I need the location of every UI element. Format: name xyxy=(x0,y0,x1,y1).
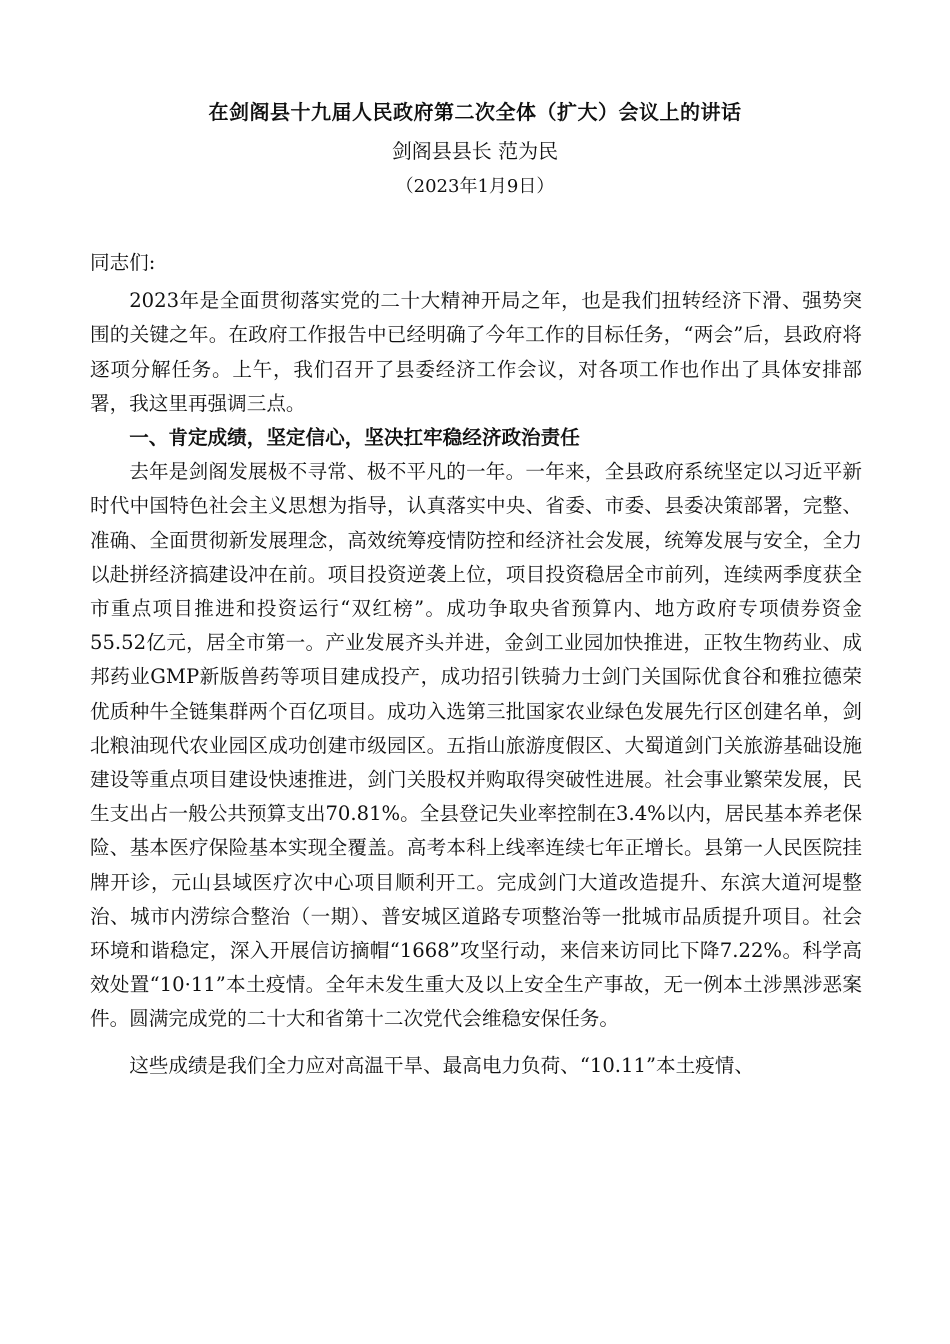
body-paragraph-1: 去年是剑阁发展极不寻常、极不平凡的一年。一年来，全县政府系统坚定以习近平新时代中国特色社会主义思想为指导，认真落实中央、省委、市委、县委决策部署，完整、准确、全面贯彻新发展理念，高效统筹疫情防控和经济社会发展，统筹发展与安全，全力以赴拼经济搞建设冲在前。项目投资逆袭上位，项目投资稳居全市前列，连续两季度获全市重点项目推进和投资运行“双红榜”。成功争取央省预算内、地方政府专项债券资金55.52亿元，居全市第一。产业发展齐头并进，金剑工业园加快推进，正牧生物药业、成邦药业GMP新版兽药等项目建成投产，成功招引铁骑力士剑门关国际优食谷和雅拉德荣优质种牛全链集群两个百亿项目。成功入选第三批国家农业绿色发展先行区创建名单，剑北粮油现代农业园区成功创建市级园区。五指山旅游度假区、大蜀道剑门关旅游基础设施建设等重点项目建设快速推进，剑门关股权并购取得突破性进展。社会事业繁荣发展，民生支出占一般公共预算支出70.81%。全县登记失业率控制在3.4%以内，居民基本养老保险、基本医疗保险基本实现全覆盖。高考本科上线率连续七年正增长。县第一人民医院挂牌开诊，元山县域医疗次中心项目顺利开工。完成剑门大道改造提升、东滨大道河堤整治、城市内涝综合整治（一期）、普安城区道路专项整治等一批城市品质提升项目。社会环境和谐稳定，深入开展信访摘帽“1668”攻坚行动，来信来访同比下降7.22%。科学高效处置“10·11”本土疫情。全年未发生重大及以上安全生产事故，无一例本土涉黑涉恶案件。圆满完成党的二十大和省第十二次党代会维稳安保任务。 xyxy=(90,460,862,1031)
speech-title: 在剑阁县十九届人民政府第二次全体（扩大）会议上的讲话 xyxy=(208,100,742,124)
speech-body xyxy=(90,246,862,1083)
body-paragraph-2: 这些成绩是我们全力应对高温干旱、最高电力负荷、“10.11”本土疫情、 xyxy=(129,1053,754,1077)
speech-author: 剑阁县县长 范为民 xyxy=(391,139,559,163)
intro-paragraph: 2023年是全面贯彻落实党的二十大精神开局之年，也是我们扭转经济下滑、强势突围的关键之年。在政府工作报告中已经明确了今年工作的目标任务，“两会”后，县政府将逐项分解任务。上午，我们召开了县委经济工作会议，对各项工作也作出了具体安排部署，我这里再强调三点。 xyxy=(90,289,862,415)
speech-date: （2023年1月9日） xyxy=(395,176,555,197)
section-heading-1: 一、肯定成绩，坚定信心，坚决扛牢稳经济政治责任 xyxy=(129,426,580,450)
greeting: 同志们: xyxy=(90,251,156,274)
